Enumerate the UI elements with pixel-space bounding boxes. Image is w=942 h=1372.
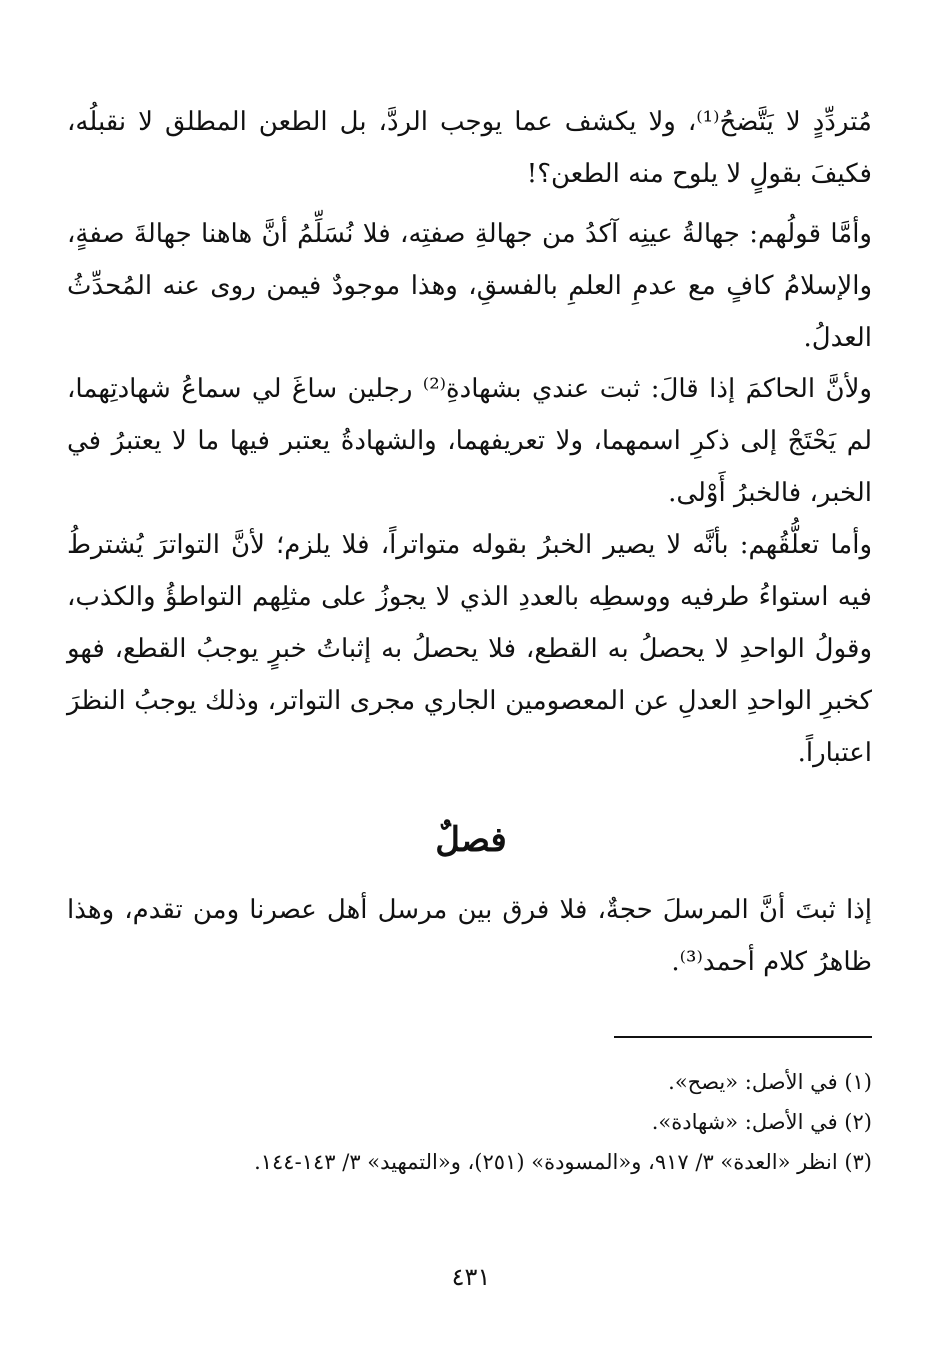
section-heading: فصلٌ bbox=[435, 820, 507, 860]
footnote-divider bbox=[614, 1036, 872, 1038]
footnote-1: (١) في الأصل: «يصح». bbox=[668, 1070, 872, 1094]
section-paragraph: إذا ثبتَ أنَّ المرسلَ حجةٌ، فلا فرق بين مرسل أهل عصرنا ومن تقدم، وهذا ظاهرُ كلام أحمد⁽³⁾. bbox=[67, 895, 873, 977]
paragraph-3: ولأنَّ الحاكمَ إذا قالَ: ثبت عندي بشهادةِ⁽²⁾ رجلين ساغَ لي سماعُ شهادتِهما، لم يَحْتَجْ إلى ذكرِ اسمهما، ولا تعريفهما، والشهادةُ يعتبر فيها ما لا يعتبرُ في الخبر، فالخبرُ أَوْلى. bbox=[67, 374, 872, 508]
paragraph-4: وأما تعلُّقُهم: بأنَّه لا يصير الخبرُ بقوله متواتراً، فلا يلزم؛ لأنَّ التواترَ يُشترطُ فيه استواءُ طرفيه ووسطِه بالعددِ الذي لا يجوزُ على مثلِهم التواطؤُ والكذب، وقولُ الواحدِ لا يحصلُ به القطع، فلا يحصلُ به إثباتُ خبرٍ يوجبُ القطع، فهو كخبرِ الواحدِ العدلِ عن المعصومين الجاري مجرى التواتر، وذلك يوجبُ النظرَ اعتباراً. bbox=[67, 530, 872, 768]
page-number: ٤٣١ bbox=[451, 1263, 491, 1291]
paragraph-1: مُتردِّدٍ لا يَتَّضحُ⁽¹⁾، ولا يكشف عما يوجب الردَّ، بل الطعن المطلق لا نقبلُه، فكيفَ بقولٍ لا يلوح منه الطعن؟! bbox=[67, 107, 872, 189]
footnote-2: (٢) في الأصل: «شهادة». bbox=[651, 1110, 872, 1134]
footnote-3: (٣) انظر «العدة» ٣/ ٩١٧، و«المسودة» (٢٥١)، و«التمهيد» ٣/ ١٤٣-١٤٤. bbox=[254, 1150, 872, 1174]
footnotes bbox=[67, 1062, 872, 1182]
paragraph-2: وأمَّا قولُهم: جهالةُ عينِه آكدُ من جهالةِ صفتِه، فلا نُسَلِّمُ أنَّ هاهنا جهالةَ صفةٍ، والإسلامُ كافٍ مع عدمِ العلمِ بالفسقِ، وهذا موجودٌ فيمن روى عنه المُحدِّثُ العدلُ. bbox=[67, 219, 872, 353]
